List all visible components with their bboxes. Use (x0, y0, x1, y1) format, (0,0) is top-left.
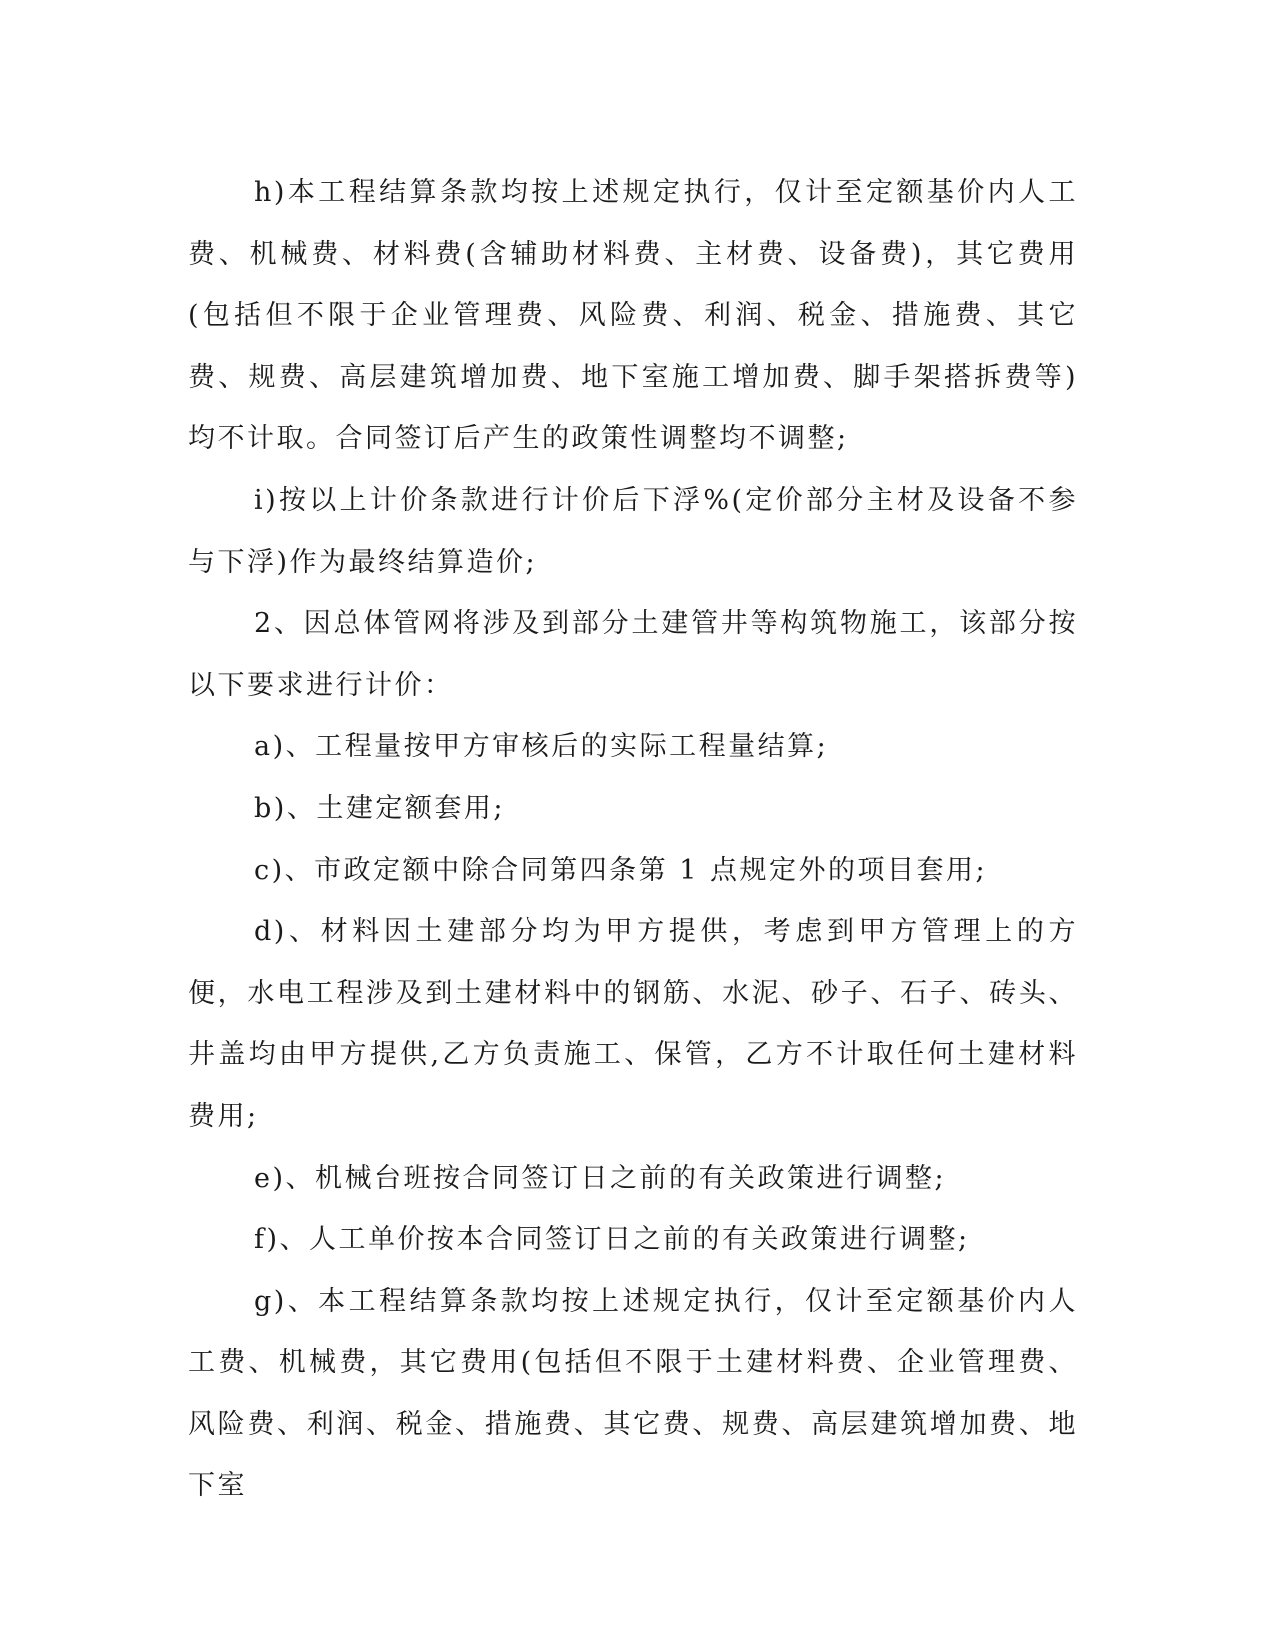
paragraph-i-price-reduction: i)按以上计价条款进行计价后下浮%(定价部分主材及设备不参与下浮)作为最终结算造价; (188, 484, 1078, 578)
paragraph-g-settlement-terms: g)、本工程结算条款均按上述规定执行，仅计至定额基价内人工费、机械费，其它费用(包括但不限于土建材料费、企业管理费、风险费、利润、税金、措施费、其它费、规费、高层建筑增加费、地下室 (188, 1285, 1078, 1502)
paragraph-c-municipal-quota: c)、市政定额中除合同第四条第 1 点规定外的项目套用; (254, 854, 988, 886)
paragraph-a-quantities: a)、工程量按甲方审核后的实际工程量结算; (254, 731, 829, 763)
paragraph-h-settlement-terms: h)本工程结算条款均按上述规定执行，仅计至定额基价内人工费、机械费、材料费(含辅助材料费、主材费、设备费)，其它费用(包括但不限于企业管理费、风险费、利润、税金、措施费、其它费、规费、高层建筑增加费、地下室施工增加费、脚手架搭拆费等)均不计取。合同签订后产生的政策性调整均不调整; (188, 177, 1078, 455)
paragraph-e-machinery: e)、机械台班按合同签订日之前的有关政策进行调整; (254, 1162, 947, 1194)
paragraph-f-labor-price: f)、人工单价按本合同签订日之前的有关政策进行调整; (254, 1224, 970, 1256)
paragraph-b-civil-quota: b)、土建定额套用; (254, 792, 505, 824)
document-body (188, 162, 1078, 1517)
paragraph-d-materials: d)、材料因土建部分均为甲方提供，考虑到甲方管理上的方便，水电工程涉及到土建材料中的钢筋、水泥、砂子、石子、砖头、井盖均由甲方提供,乙方负责施工、保管，乙方不计取任何土建材料费用; (188, 916, 1078, 1132)
paragraph-2-civil-works: 2、因总体管网将涉及到部分土建管井等构筑物施工，该部分按以下要求进行计价： (188, 608, 1078, 701)
